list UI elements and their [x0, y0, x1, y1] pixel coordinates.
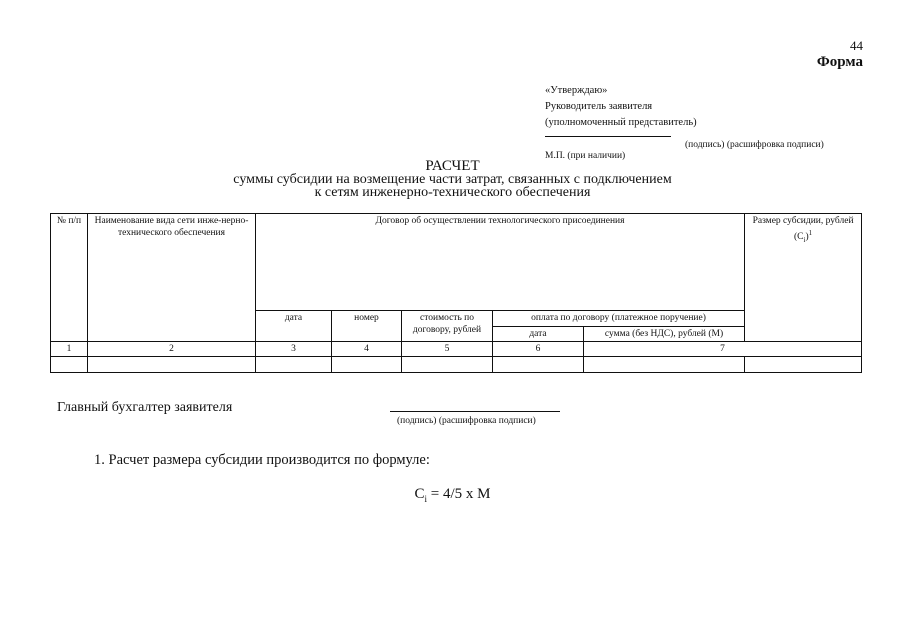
index-cell: 4: [332, 342, 402, 357]
approval-signature-line: [545, 136, 671, 137]
table-cell[interactable]: [51, 357, 88, 373]
header-network-name: Наименование вида сети инже-нерно-технического обеспечения: [88, 214, 256, 342]
approval-block: [545, 83, 697, 131]
table-cell[interactable]: [332, 357, 402, 373]
header-cost: стоимость по договору, рублей: [402, 311, 493, 342]
document-title: [0, 160, 905, 199]
page-number: 44: [850, 38, 863, 53]
formula-lhs-sub: i: [424, 494, 428, 504]
table-cell[interactable]: [493, 357, 584, 373]
table-cell[interactable]: [256, 357, 332, 373]
approval-signature-caption: (подпись) (расшифровка подписи): [685, 140, 824, 150]
approval-line-approve: «Утверждаю»: [545, 85, 608, 96]
header-payment-date: дата: [493, 327, 584, 342]
index-cell: 1: [51, 342, 88, 357]
header-subsidy-sub: i: [803, 236, 806, 245]
table-cell[interactable]: [584, 357, 745, 373]
calculation-table: [50, 213, 862, 373]
header-subsidy-footnote: 1: [808, 229, 813, 237]
table-cell[interactable]: [88, 357, 256, 373]
chief-accountant-label: Главный бухгалтер заявителя: [57, 400, 233, 415]
formula: [0, 486, 905, 504]
index-row: [51, 342, 862, 357]
header-subsidy: [745, 214, 862, 342]
form-label: Форма: [816, 54, 863, 70]
header-payment: оплата по договору (платежное поручение): [493, 311, 745, 327]
header-subsidy-text: Размер субсидии, рублей (C: [752, 216, 854, 243]
approval-line-representative: (уполномоченный представитель): [545, 117, 697, 128]
formula-intro: 1. Расчет размера субсидии производится по формуле:: [94, 452, 430, 468]
header-number: номер: [332, 311, 402, 342]
table-row-empty: [51, 357, 862, 373]
table-cell[interactable]: [745, 357, 862, 373]
title-sub-line-2: к сетям инженерно-технического обеспечения: [314, 185, 591, 200]
header-contract: Договор об осуществлении технологического присоединения: [256, 214, 745, 311]
table-cell[interactable]: [402, 357, 493, 373]
seal-note: М.П. (при наличии): [545, 151, 626, 161]
chief-accountant-signature-line: [390, 411, 560, 412]
index-cell: 3: [256, 342, 332, 357]
index-cell: 2: [88, 342, 256, 357]
formula-lhs: C: [414, 486, 425, 502]
header-payment-sum: сумма (без НДС), рублей (M): [584, 327, 745, 342]
index-cell: 7: [584, 342, 862, 357]
chief-accountant-signature-caption: (подпись) (расшифровка подписи): [397, 416, 536, 426]
header-num: № п/п: [51, 214, 88, 342]
index-cell: 6: [493, 342, 584, 357]
title-sub-line-1: суммы субсидии на возмещение части затрат, связанных с подключением: [233, 172, 672, 187]
approval-line-head: Руководитель заявителя: [545, 101, 653, 112]
title-main: РАСЧЕТ: [425, 158, 480, 174]
formula-rhs: = 4/5 x M: [427, 486, 491, 502]
header-subsidy-end: ): [805, 232, 809, 243]
index-cell: 5: [402, 342, 493, 357]
header-date: дата: [256, 311, 332, 342]
